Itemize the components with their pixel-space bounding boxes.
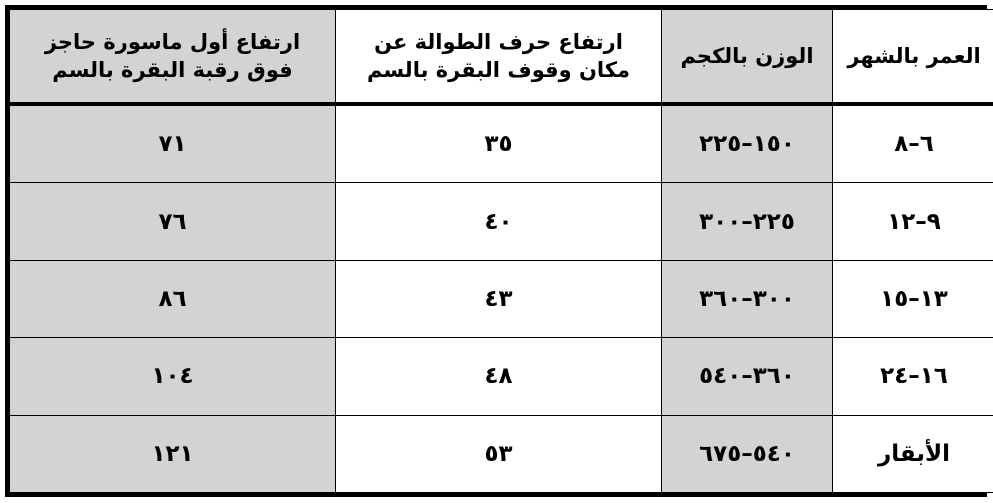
cell-bar-height: ٨٦ [10,260,336,337]
cell-weight: ٢٢٥–٣٠٠ [662,183,833,260]
cell-bar-height: ٧١ [10,104,336,183]
header-crest-height-label: ارتفاع حرف الطوالة عن مكان وقوف البقرة بالسم [366,29,631,82]
cell-crest-height: ٤٣ [336,260,662,337]
header-crest-height [336,10,662,105]
header-bar-height [10,10,336,105]
cell-age: ٦–٨ [833,104,993,183]
header-row [10,10,993,105]
header-weight-label: الوزن بالكجم [680,43,814,68]
cell-crest-height: ٤٨ [336,338,662,415]
cell-age: الأبقار [833,415,993,492]
table-row [10,260,993,337]
cell-bar-height: ١٠٤ [10,338,336,415]
cell-crest-height: ٥٣ [336,415,662,492]
header-age [833,10,993,105]
cell-bar-height: ١٢١ [10,415,336,492]
cell-age: ١٦–٢٤ [833,338,993,415]
cell-weight: ٥٤٠–٦٧٥ [662,415,833,492]
cell-bar-height: ٧٦ [10,183,336,260]
cell-weight: ٣٠٠–٣٦٠ [662,260,833,337]
data-table-frame [5,5,987,497]
table-row [10,415,993,492]
cattle-housing-table [9,9,993,493]
cell-weight: ١٥٠–٢٢٥ [662,104,833,183]
table-row [10,183,993,260]
table-row [10,104,993,183]
cell-weight: ٣٦٠–٥٤٠ [662,338,833,415]
header-bar-height-label: ارتفاع أول ماسورة حاجز فوق رقبة البقرة بالسم [44,29,301,82]
cell-crest-height: ٣٥ [336,104,662,183]
cell-age: ١٣–١٥ [833,260,993,337]
cell-age: ٩–١٢ [833,183,993,260]
cell-crest-height: ٤٠ [336,183,662,260]
table-row [10,338,993,415]
header-weight [662,10,833,105]
header-age-label: العمر بالشهر [847,43,981,68]
